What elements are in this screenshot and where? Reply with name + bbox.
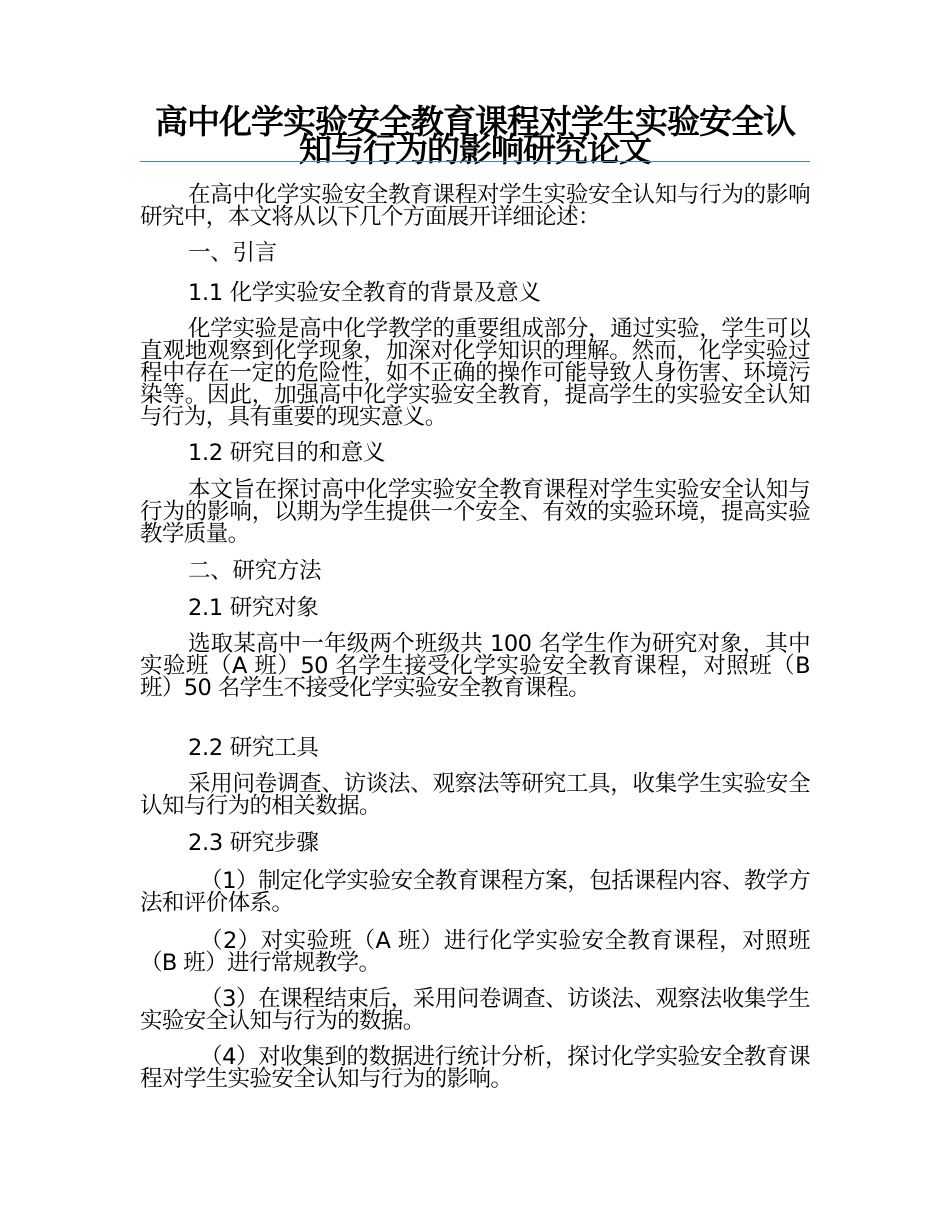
subsection-1-1-heading: 1.1 化学实验安全教育的背景及意义 xyxy=(188,280,541,306)
subsection-2-1-heading: 2.1 研究对象 xyxy=(188,595,319,621)
step-2-paragraph: （2）对实验班（A 班）进行化学实验安全教育课程，对照班（B 班）进行常规教学。 xyxy=(140,928,810,976)
subsection-2-2-heading: 2.2 研究工具 xyxy=(188,735,319,761)
step-3-paragraph: （3）在课程结束后，采用问卷调查、访谈法、观察法收集学生实验安全认知与行为的数据。 xyxy=(140,986,810,1034)
subsection-1-2-paragraph: 本文旨在探讨高中化学实验安全教育课程对学生实验安全认知与行为的影响，以期为学生提供一个安全、有效的实验环境，提高实验教学质量。 xyxy=(140,477,810,547)
step-1-paragraph: （1）制定化学实验安全教育课程方案，包括课程内容、教学方法和评价体系。 xyxy=(140,868,810,916)
title-underline xyxy=(140,161,810,162)
step-4-paragraph: （4）对收集到的数据进行统计分析，探讨化学实验安全教育课程对学生实验安全认知与行为的影响。 xyxy=(140,1044,810,1092)
section-1-heading: 一、引言 xyxy=(188,240,277,266)
section-2-heading: 二、研究方法 xyxy=(188,558,322,584)
subsection-2-1-paragraph: 选取某高中一年级两个班级共 100 名学生作为研究对象，其中实验班（A 班）50 名学生接受化学实验安全教育课程，对照班（B 班）50 名学生不接受化学实验安全教育课程。 xyxy=(140,631,810,701)
subsection-2-2-paragraph: 采用问卷调查、访谈法、观察法等研究工具，收集学生实验安全认知与行为的相关数据。 xyxy=(140,771,810,819)
page-title: 高中化学实验安全教育课程对学生实验安全认知与行为的影响研究论文 xyxy=(155,102,795,169)
subsection-1-1-paragraph: 化学实验是高中化学教学的重要组成部分，通过实验，学生可以直观地观察到化学现象，加深对化学知识的理解。然而，化学实验过程中存在一定的危险性，如不正确的操作可能导致人身伤害、环境污染等。因此，加强高中化学实验安全教育，提高学生的实验安全认知与行为，具有重要的现实意义。 xyxy=(140,316,810,430)
subsection-1-2-heading: 1.2 研究目的和意义 xyxy=(188,440,386,466)
subsection-2-3-heading: 2.3 研究步骤 xyxy=(188,830,319,856)
intro-paragraph: 在高中化学实验安全教育课程对学生实验安全认知与行为的影响研究中，本文将从以下几个方面展开详细论述： xyxy=(140,182,810,230)
